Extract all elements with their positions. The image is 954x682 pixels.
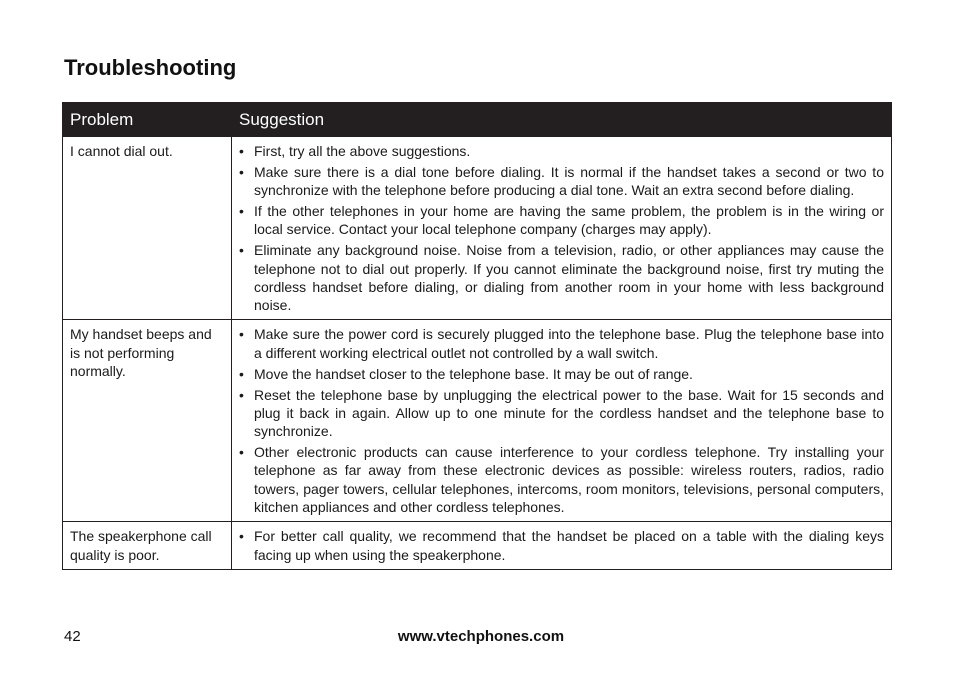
suggestion-cell xyxy=(232,137,892,320)
suggestion-list xyxy=(238,325,884,516)
table-header-row xyxy=(63,103,892,137)
suggestion-item xyxy=(238,241,884,314)
bullet-icon: • xyxy=(239,203,244,220)
page-title: Troubleshooting xyxy=(64,55,237,80)
suggestion-item xyxy=(238,163,884,200)
suggestion-item xyxy=(238,365,884,383)
suggestion-item xyxy=(238,527,884,564)
bullet-icon: • xyxy=(239,386,244,403)
suggestion-text: Move the handset closer to the telephone base. It may be out of range. xyxy=(254,365,693,382)
suggestion-cell xyxy=(232,522,892,570)
suggestion-text: Other electronic products can cause interference to your cordless telephone. Try installing your telephone as far away from these electronic devices as possible: wireless routers, radios, radio towers, pager towers, cellular telephones, intercoms, room monitors, televisions, personal computers, kitchen appliances and other cordless telephones. xyxy=(254,444,884,515)
table-row xyxy=(63,320,892,522)
suggestion-text: Eliminate any background noise. Noise from a television, radio, or other appliances may cause the telephone not to dial out properly. If you cannot eliminate the background noise, first try muting the cordless handset before dialing, or dialing from another room in your home with less background noise. xyxy=(254,242,884,314)
suggestion-item xyxy=(238,386,884,441)
suggestion-text: Reset the telephone base by unplugging the electrical power to the base. Wait for 15 seconds and plug it back in again. Allow up to one minute for the cordless handset and the telephone base to synchronize. xyxy=(254,386,884,440)
problem-cell: I cannot dial out. xyxy=(63,137,232,320)
suggestion-text: If the other telephones in your home are having the same problem, the problem is in the wiring or local service. Contact your local telephone company (charges may apply). xyxy=(254,203,884,238)
problem-cell: My handset beeps and is not performing normally. xyxy=(63,320,232,522)
problem-cell: The speakerphone call quality is poor. xyxy=(63,522,232,570)
bullet-icon: • xyxy=(239,143,244,159)
header-suggestion: Suggestion xyxy=(232,103,892,137)
suggestion-item xyxy=(238,142,884,160)
suggestion-list xyxy=(238,527,884,564)
suggestion-text: Make sure there is a dial tone before dialing. It is normal if the handset takes a second or two to synchronize with the telephone before producing a dial tone. Wait an extra second before dialing. xyxy=(254,163,884,199)
suggestion-text: First, try all the above suggestions. xyxy=(254,143,471,159)
suggestion-item xyxy=(238,202,884,239)
bullet-icon: • xyxy=(239,163,244,180)
suggestion-list xyxy=(238,142,884,314)
header-problem: Problem xyxy=(63,103,232,137)
suggestion-item xyxy=(238,325,884,362)
website-url: www.vtechphones.com xyxy=(397,628,565,645)
suggestion-text: For better call quality, we recommend that the handset be placed on a table with the dialing keys facing up when using the speakerphone. xyxy=(254,528,884,563)
bullet-icon: • xyxy=(239,242,244,259)
table-row xyxy=(63,522,892,570)
bullet-icon: • xyxy=(239,326,244,343)
suggestion-cell xyxy=(232,320,892,522)
bullet-icon: • xyxy=(239,365,244,382)
troubleshooting-table xyxy=(62,102,892,570)
page-number: 42 xyxy=(64,628,81,645)
table-row xyxy=(63,137,892,320)
suggestion-item xyxy=(238,443,884,516)
bullet-icon: • xyxy=(239,444,244,461)
suggestion-text: Make sure the power cord is securely plugged into the telephone base. Plug the telephone base into a different working electrical outlet not controlled by a wall switch. xyxy=(254,326,884,361)
bullet-icon: • xyxy=(239,528,244,545)
